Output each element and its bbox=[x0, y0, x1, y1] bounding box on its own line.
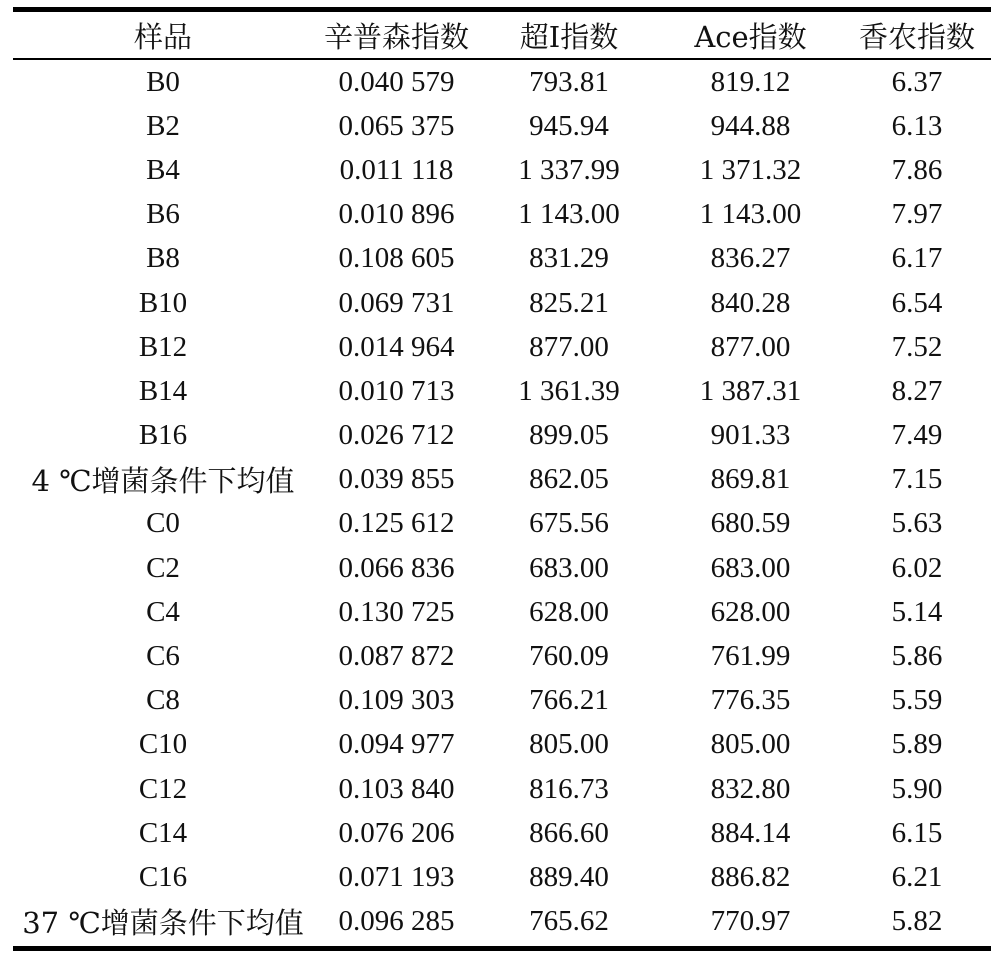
chao1-cell: 831.29 bbox=[529, 242, 609, 275]
chao1-cell: 825.21 bbox=[529, 286, 609, 319]
chao1-cell: 877.00 bbox=[529, 330, 609, 363]
ace-cell: 628.00 bbox=[710, 595, 791, 628]
table-row bbox=[13, 634, 991, 678]
diversity-index-table-body bbox=[13, 60, 991, 944]
ace-cell: 805.00 bbox=[710, 728, 791, 761]
simpson-cell: 0.071 193 bbox=[338, 860, 455, 893]
sample-cell: C2 bbox=[146, 551, 180, 584]
ace-cell: 776.35 bbox=[710, 684, 791, 717]
chao1-cell: 628.00 bbox=[529, 595, 609, 628]
shannon-cell: 7.52 bbox=[891, 330, 943, 363]
ace-cell: 761.99 bbox=[710, 640, 791, 673]
chao1-cell: 889.40 bbox=[529, 860, 609, 893]
shannon-cell: 7.86 bbox=[891, 153, 943, 186]
chao1-cell: 760.09 bbox=[529, 640, 609, 673]
shannon-cell: 7.97 bbox=[891, 198, 943, 231]
sample-cell: B2 bbox=[146, 109, 180, 142]
simpson-cell: 0.066 836 bbox=[338, 551, 455, 584]
shannon-cell: 7.49 bbox=[891, 419, 943, 452]
table-row bbox=[13, 723, 991, 767]
ace-cell: 877.00 bbox=[710, 330, 791, 363]
simpson-cell: 0.039 855 bbox=[338, 463, 455, 496]
table-row bbox=[13, 900, 991, 944]
table-row bbox=[13, 590, 991, 634]
ace-cell: 770.97 bbox=[710, 905, 791, 938]
chao1-cell: 816.73 bbox=[529, 772, 609, 805]
sample-cell: C10 bbox=[138, 728, 188, 761]
shannon-cell: 5.82 bbox=[891, 905, 943, 938]
diversity-index-table bbox=[13, 12, 991, 58]
chao1-cell: 899.05 bbox=[529, 419, 609, 452]
sample-cell: 37 ℃增菌条件下均值 bbox=[22, 906, 304, 941]
sample-cell: B16 bbox=[138, 419, 188, 452]
sample-cell: B0 bbox=[146, 65, 180, 98]
shannon-cell: 5.90 bbox=[891, 772, 943, 805]
simpson-cell: 0.014 964 bbox=[338, 330, 455, 363]
shannon-cell: 5.14 bbox=[891, 595, 943, 628]
shannon-cell: 5.86 bbox=[891, 640, 943, 673]
simpson-cell: 0.130 725 bbox=[338, 595, 455, 628]
ace-cell: 832.80 bbox=[710, 772, 791, 805]
table-row bbox=[13, 767, 991, 811]
sample-cell: B14 bbox=[138, 374, 188, 407]
simpson-cell: 0.040 579 bbox=[338, 65, 455, 98]
ace-cell: 869.81 bbox=[710, 463, 791, 496]
shannon-cell: 8.27 bbox=[891, 374, 943, 407]
simpson-cell: 0.109 303 bbox=[338, 684, 455, 717]
ace-cell: 886.82 bbox=[710, 860, 791, 893]
shannon-cell: 6.17 bbox=[891, 242, 943, 275]
simpson-cell: 0.096 285 bbox=[338, 905, 455, 938]
data-table-container bbox=[13, 7, 991, 951]
ace-cell: 901.33 bbox=[710, 419, 791, 452]
table-row bbox=[13, 502, 991, 546]
chao1-cell: 862.05 bbox=[529, 463, 609, 496]
table-row bbox=[13, 679, 991, 723]
header-sample: 样品 bbox=[133, 19, 192, 54]
chao1-cell: 683.00 bbox=[529, 551, 609, 584]
simpson-cell: 0.011 118 bbox=[339, 153, 454, 186]
chao1-cell: 765.62 bbox=[529, 905, 609, 938]
ace-cell: 1 143.00 bbox=[699, 198, 802, 231]
shannon-cell: 5.63 bbox=[891, 507, 943, 540]
header-row bbox=[13, 12, 991, 58]
simpson-cell: 0.103 840 bbox=[338, 772, 455, 805]
ace-cell: 884.14 bbox=[710, 816, 791, 849]
chao1-cell: 766.21 bbox=[529, 684, 609, 717]
table-row bbox=[13, 811, 991, 855]
sample-cell: C16 bbox=[138, 860, 188, 893]
ace-cell: 680.59 bbox=[710, 507, 791, 540]
bottom-rule bbox=[13, 946, 991, 951]
sample-cell: B12 bbox=[138, 330, 188, 363]
shannon-cell: 6.15 bbox=[891, 816, 943, 849]
table-row bbox=[13, 104, 991, 148]
header-shannon-index: 香农指数 bbox=[858, 19, 975, 54]
sample-cell: C0 bbox=[146, 507, 180, 540]
ace-cell: 683.00 bbox=[710, 551, 791, 584]
sample-cell: C14 bbox=[138, 816, 188, 849]
shannon-cell: 6.37 bbox=[891, 65, 943, 98]
shannon-cell: 6.21 bbox=[891, 860, 943, 893]
table-row bbox=[13, 855, 991, 899]
table-row bbox=[13, 193, 991, 237]
table-row bbox=[13, 148, 991, 192]
sample-cell: 4 ℃增菌条件下均值 bbox=[31, 464, 295, 499]
header-simpson-index: 辛普森指数 bbox=[323, 19, 469, 54]
simpson-cell: 0.108 605 bbox=[338, 242, 455, 275]
sample-cell: B10 bbox=[138, 286, 188, 319]
table-row bbox=[13, 281, 991, 325]
shannon-cell: 5.89 bbox=[891, 728, 943, 761]
simpson-cell: 0.069 731 bbox=[338, 286, 455, 319]
simpson-cell: 0.076 206 bbox=[338, 816, 455, 849]
simpson-cell: 0.087 872 bbox=[338, 640, 455, 673]
simpson-cell: 0.065 375 bbox=[338, 109, 455, 142]
ace-cell: 836.27 bbox=[710, 242, 791, 275]
simpson-cell: 0.010 896 bbox=[338, 198, 455, 231]
table-row bbox=[13, 546, 991, 590]
header-ace-index: Ace指数 bbox=[694, 19, 807, 54]
table-row bbox=[13, 414, 991, 458]
sample-cell: B6 bbox=[146, 198, 180, 231]
table-row bbox=[13, 60, 991, 104]
header-chao1-index: 超Ⅰ指数 bbox=[519, 19, 619, 54]
chao1-cell: 805.00 bbox=[529, 728, 609, 761]
chao1-cell: 945.94 bbox=[529, 109, 609, 142]
chao1-cell: 866.60 bbox=[529, 816, 609, 849]
chao1-cell: 1 337.99 bbox=[518, 153, 620, 186]
shannon-cell: 7.15 bbox=[891, 463, 943, 496]
sample-cell: C4 bbox=[146, 595, 180, 628]
shannon-cell: 6.13 bbox=[891, 109, 943, 142]
table-row bbox=[13, 458, 991, 502]
ace-cell: 1 387.31 bbox=[699, 374, 802, 407]
chao1-cell: 1 361.39 bbox=[518, 374, 620, 407]
chao1-cell: 1 143.00 bbox=[518, 198, 620, 231]
shannon-cell: 6.54 bbox=[891, 286, 943, 319]
simpson-cell: 0.026 712 bbox=[338, 419, 455, 452]
table-row bbox=[13, 237, 991, 281]
simpson-cell: 0.094 977 bbox=[338, 728, 455, 761]
sample-cell: B4 bbox=[146, 153, 180, 186]
simpson-cell: 0.010 713 bbox=[338, 374, 455, 407]
ace-cell: 819.12 bbox=[710, 65, 791, 98]
ace-cell: 840.28 bbox=[710, 286, 791, 319]
table-row bbox=[13, 369, 991, 413]
shannon-cell: 6.02 bbox=[891, 551, 943, 584]
chao1-cell: 675.56 bbox=[529, 507, 609, 540]
ace-cell: 944.88 bbox=[710, 109, 791, 142]
chao1-cell: 793.81 bbox=[529, 65, 609, 98]
simpson-cell: 0.125 612 bbox=[338, 507, 455, 540]
sample-cell: C6 bbox=[146, 640, 180, 673]
sample-cell: B8 bbox=[146, 242, 180, 275]
sample-cell: C8 bbox=[146, 684, 180, 717]
ace-cell: 1 371.32 bbox=[699, 153, 802, 186]
shannon-cell: 5.59 bbox=[891, 684, 943, 717]
table-row bbox=[13, 325, 991, 369]
sample-cell: C12 bbox=[138, 772, 188, 805]
